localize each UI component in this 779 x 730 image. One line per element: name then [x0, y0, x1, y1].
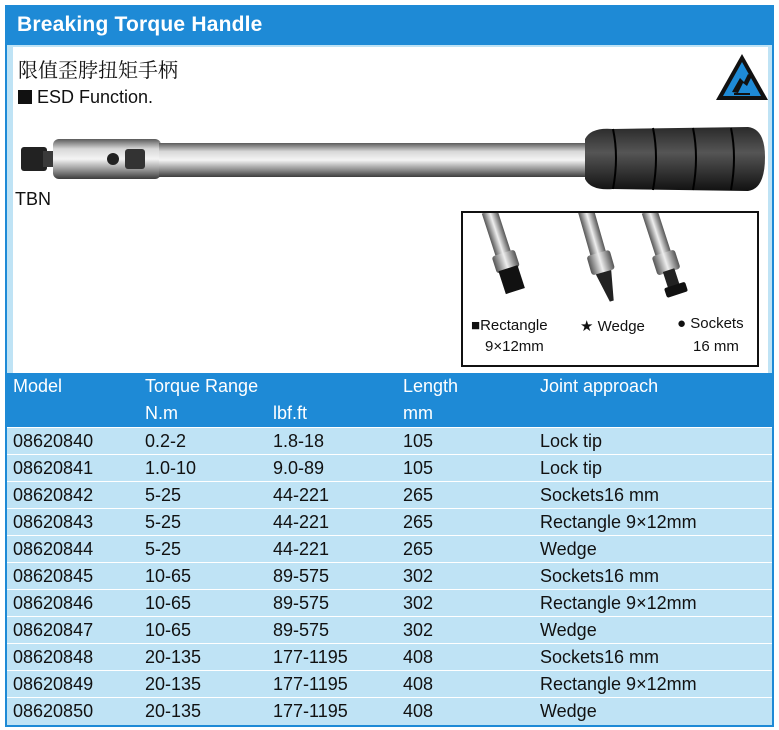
cell-length: 265	[397, 536, 534, 563]
title-bar	[7, 7, 772, 45]
header-unit-nm: N.m	[145, 403, 178, 423]
cell-torque-nm: 0.2-2	[139, 428, 267, 455]
cell-torque-lbf: 44-221	[267, 536, 397, 563]
header-unit-lbf: lbf.ft	[273, 403, 308, 423]
cell-model: 08620841	[7, 455, 139, 482]
cell-model: 08620845	[7, 563, 139, 590]
cell-length: 265	[397, 482, 534, 509]
torque-handle-image	[13, 117, 768, 207]
cell-length: 408	[397, 698, 534, 725]
cell-model: 08620843	[7, 509, 139, 536]
cell-torque-lbf: 44-221	[267, 482, 397, 509]
cell-model: 08620849	[7, 671, 139, 698]
table-row	[7, 644, 772, 671]
cell-torque-nm: 10-65	[139, 617, 267, 644]
cell-joint-approach: Sockets16 mm	[534, 563, 772, 590]
table-row	[7, 428, 772, 455]
catalog-panel	[5, 5, 774, 727]
joint-label-sockets: ● Sockets	[677, 315, 744, 332]
cell-model: 08620848	[7, 644, 139, 671]
cell-joint-approach: Lock tip	[534, 455, 772, 482]
table-row	[7, 671, 772, 698]
cell-length: 302	[397, 617, 534, 644]
cell-joint-approach: Wedge	[534, 698, 772, 725]
header-unit-blank	[7, 400, 139, 428]
table-row	[7, 509, 772, 536]
cell-length: 105	[397, 455, 534, 482]
cell-torque-lbf: 177-1195	[267, 671, 397, 698]
joint-label-wedge: ★ Wedge	[580, 318, 645, 335]
esd-feature	[18, 87, 153, 108]
joint-sub-rectangle: 9×12mm	[485, 338, 544, 355]
square-bullet-icon	[18, 90, 32, 104]
cell-model: 08620844	[7, 536, 139, 563]
cell-joint-approach: Rectangle 9×12mm	[534, 590, 772, 617]
table-row	[7, 563, 772, 590]
cell-length: 105	[397, 428, 534, 455]
cell-length: 408	[397, 671, 534, 698]
circle-bullet-icon: ●	[677, 315, 687, 332]
header-torque-range: Torque Range	[145, 376, 259, 396]
table-row	[7, 482, 772, 509]
cell-torque-lbf: 177-1195	[267, 698, 397, 725]
cell-torque-lbf: 177-1195	[267, 644, 397, 671]
cell-torque-lbf: 9.0-89	[267, 455, 397, 482]
star-bullet-icon: ★	[580, 318, 594, 335]
table-row	[7, 455, 772, 482]
cell-model: 08620842	[7, 482, 139, 509]
joint-tips-image	[463, 213, 757, 315]
table-row	[7, 617, 772, 644]
joint-label-rectangle: ■Rectangle	[471, 317, 548, 334]
cell-torque-nm: 5-25	[139, 482, 267, 509]
cell-length: 302	[397, 563, 534, 590]
spec-table	[7, 373, 772, 724]
esd-warning-triangle-icon	[714, 52, 770, 102]
table-row	[7, 698, 772, 725]
cell-torque-lbf: 44-221	[267, 509, 397, 536]
table-row	[7, 536, 772, 563]
header-length: Length	[403, 376, 459, 396]
product-code: TBN	[15, 189, 51, 209]
square-bullet-icon: ■	[471, 317, 481, 334]
cell-model: 08620847	[7, 617, 139, 644]
cell-joint-approach: Wedge	[534, 536, 772, 563]
cell-joint-approach: Sockets16 mm	[534, 644, 772, 671]
cell-joint-approach: Rectangle 9×12mm	[534, 509, 772, 536]
product-chinese-name: 限值歪脖扭矩手柄	[18, 58, 178, 82]
cell-model: 08620850	[7, 698, 139, 725]
joint-sub-sockets: 16 mm	[693, 338, 739, 355]
cell-torque-lbf: 89-575	[267, 563, 397, 590]
cell-torque-nm: 5-25	[139, 509, 267, 536]
cell-torque-nm: 10-65	[139, 590, 267, 617]
cell-joint-approach: Rectangle 9×12mm	[534, 671, 772, 698]
cell-length: 265	[397, 509, 534, 536]
cell-torque-nm: 20-135	[139, 671, 267, 698]
table-unit-row	[7, 400, 772, 428]
cell-torque-nm: 20-135	[139, 698, 267, 725]
cell-model: 08620846	[7, 590, 139, 617]
cell-torque-lbf: 89-575	[267, 590, 397, 617]
cell-torque-nm: 5-25	[139, 536, 267, 563]
cell-torque-lbf: 89-575	[267, 617, 397, 644]
header-unit-mm: mm	[403, 403, 433, 423]
cell-length: 408	[397, 644, 534, 671]
header-unit-blank	[534, 400, 772, 428]
cell-joint-approach: Sockets16 mm	[534, 482, 772, 509]
cell-torque-nm: 20-135	[139, 644, 267, 671]
product-photo-area	[13, 47, 768, 373]
header-model: Model	[13, 376, 63, 396]
joint-types-inset	[461, 211, 759, 367]
cell-joint-approach: Lock tip	[534, 428, 772, 455]
cell-length: 302	[397, 590, 534, 617]
cell-torque-nm: 10-65	[139, 563, 267, 590]
esd-label: ESD Function.	[37, 87, 154, 107]
cell-torque-nm: 1.0-10	[139, 455, 267, 482]
table-row	[7, 590, 772, 617]
cell-model: 08620840	[7, 428, 139, 455]
cell-torque-lbf: 1.8-18	[267, 428, 397, 455]
cell-joint-approach: Wedge	[534, 617, 772, 644]
table-header-row	[7, 373, 772, 400]
page-title: Breaking Torque Handle	[17, 13, 263, 36]
header-joint-approach: Joint approach	[540, 376, 659, 396]
